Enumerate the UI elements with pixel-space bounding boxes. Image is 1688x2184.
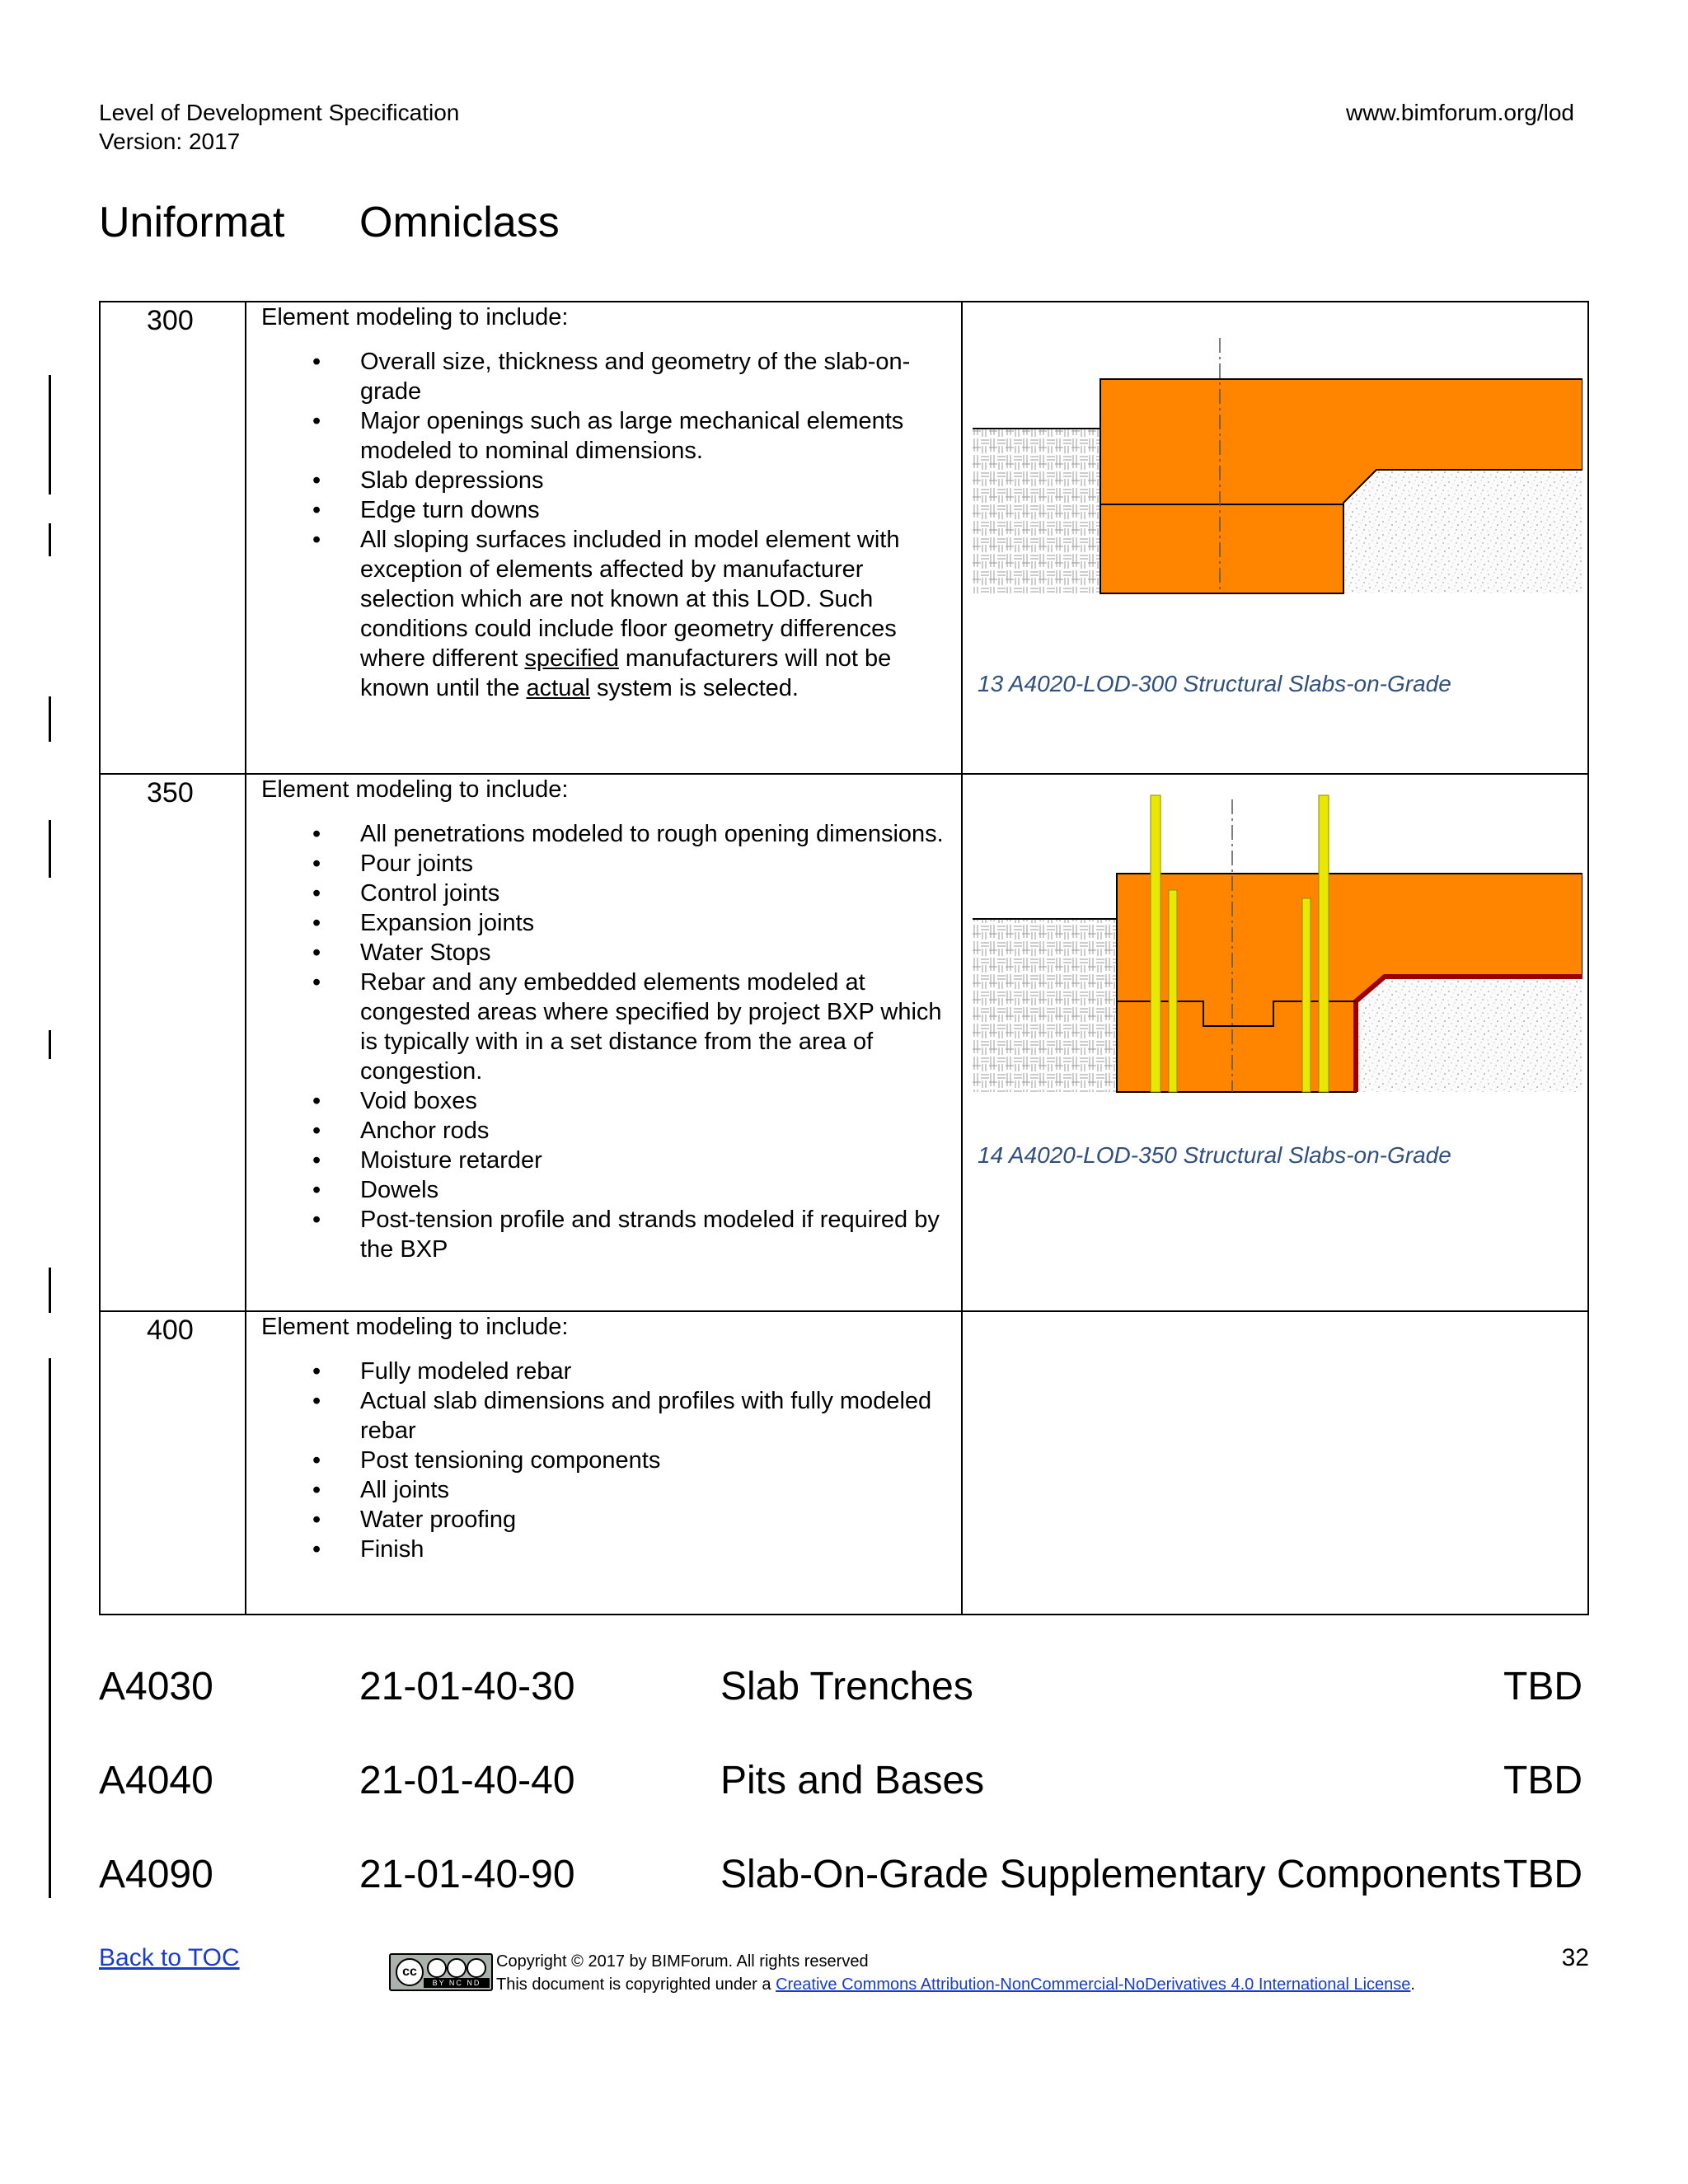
figure-caption: 14 A4020-LOD-350 Structural Slabs-on-Grade [978, 1142, 1451, 1168]
list-item [261, 525, 945, 703]
license-notice [496, 1973, 1415, 1996]
requirements-list [261, 347, 945, 703]
lod-number: 400 [147, 1315, 194, 1346]
description-intro: Element modeling to include: [261, 304, 569, 330]
license-suffix: . [1410, 1975, 1415, 1994]
lod-table [99, 301, 1589, 1615]
omniclass-code: 21-01-40-30 [359, 1665, 575, 1708]
change-bar [49, 1030, 51, 1059]
element-name: Slab-On-Grade Supplementary Components [720, 1853, 1502, 1896]
uniformat-row [99, 1755, 1582, 1807]
table-col-divider [245, 301, 246, 1615]
text-segment: system is selected. [589, 675, 799, 701]
list-item: • Void boxes [261, 1086, 945, 1116]
lod-300-section-figure [973, 321, 1582, 651]
rebar [1319, 795, 1329, 1092]
lod-number: 300 [147, 305, 194, 336]
text-segment: manufacturers will not be known until the [360, 645, 892, 701]
cc-badge-labels: BY NC ND [424, 1978, 490, 1988]
underlined-term: actual [526, 675, 590, 701]
list-item: • Actual slab dimensions and profiles with fully modeled rebar [261, 1386, 945, 1446]
change-bar [49, 696, 51, 742]
list-item: • Finish [261, 1535, 945, 1564]
table-border [99, 1614, 1589, 1615]
requirements-list [261, 1357, 945, 1564]
table-col-divider [961, 301, 963, 1615]
soil-hatch [973, 919, 1117, 1092]
change-bar [49, 375, 51, 494]
doc-version: Version: 2017 [99, 129, 241, 154]
element-name: Slab Trenches [720, 1665, 973, 1708]
omniclass-code: 21-01-40-90 [359, 1853, 575, 1896]
list-item: • Control joints [261, 879, 945, 908]
copyright-notice: Copyright © 2017 by BIMForum. All rights reserved [496, 1952, 869, 1971]
element-name: Pits and Bases [720, 1759, 985, 1802]
heading-uniformat: Uniformat [99, 199, 285, 246]
list-item: • All joints [261, 1475, 945, 1505]
list-item: • Fully modeled rebar [261, 1357, 945, 1386]
list-item: • Expansion joints [261, 908, 945, 938]
list-item: • Dowels [261, 1175, 945, 1205]
lod-number: 350 [147, 777, 194, 808]
list-item: • Post tensioning components [261, 1446, 945, 1475]
list-item: • Overall size, thickness and geometry of the slab-on-grade [261, 347, 945, 406]
list-item: • Rebar and any embedded elements modeled at congested areas where specified by project BXP which is typically with in a set distance from the area of congestion. [261, 968, 945, 1086]
uniformat-code: A4040 [99, 1759, 213, 1802]
omniclass-code: 21-01-40-40 [359, 1759, 575, 1802]
gravel-base [1356, 977, 1582, 1092]
back-to-toc-link[interactable]: Back to TOC [99, 1944, 240, 1971]
heading-omniclass: Omniclass [359, 199, 560, 246]
uniformat-code: A4090 [99, 1853, 213, 1896]
lod-300-description [261, 302, 945, 703]
list-item: • Major openings such as large mechanical elements modeled to nominal dimensions. [261, 406, 945, 466]
soil-hatch [973, 429, 1100, 593]
list-item: • Edge turn downs [261, 495, 945, 525]
list-item: • Anchor rods [261, 1116, 945, 1146]
license-prefix: This document is copyrighted under a [496, 1975, 776, 1994]
uniformat-row [99, 1849, 1582, 1900]
element-status: TBD [1503, 1665, 1582, 1708]
rebar [1151, 795, 1160, 1092]
list-item: • Pour joints [261, 849, 945, 879]
lod-400-description [261, 1312, 945, 1564]
gravel-base [1343, 470, 1582, 593]
lod-350-description [261, 775, 945, 1264]
uniformat-code: A4030 [99, 1665, 213, 1708]
underlined-term: specified [524, 645, 619, 672]
change-bar [49, 820, 51, 878]
lod-350-section-figure [973, 791, 1582, 1121]
header-url: www.bimforum.org/lod [1346, 100, 1574, 125]
text-segment: All sloping surfaces included in model element with exception of elements affected by manufacturer selection which are not known at this LOD. Such conditions could include floor geometry differences where different [360, 527, 900, 672]
description-intro: Element modeling to include: [261, 1314, 569, 1340]
list-item: • Moisture retarder [261, 1146, 945, 1175]
table-border [99, 301, 101, 1615]
license-link[interactable]: Creative Commons Attribution-NonCommercial-NoDerivatives 4.0 International License [776, 1975, 1411, 1994]
change-bar [49, 523, 51, 556]
description-intro: Element modeling to include: [261, 776, 569, 803]
rebar [1169, 890, 1177, 1092]
change-bar [49, 1358, 51, 1898]
nc-icon [447, 1958, 467, 1978]
cc-logo-icon: cc [396, 1958, 424, 1986]
element-status: TBD [1503, 1853, 1582, 1896]
cc-license-badge[interactable] [389, 1953, 493, 1991]
list-item: • Water Stops [261, 938, 945, 968]
page-number: 32 [1561, 1944, 1589, 1971]
table-border [1587, 301, 1589, 1615]
doc-title: Level of Development Specification [99, 100, 460, 125]
by-icon [427, 1958, 447, 1978]
requirements-list [261, 819, 945, 1264]
figure-caption: 13 A4020-LOD-300 Structural Slabs-on-Grade [978, 671, 1451, 696]
change-bar [49, 1268, 51, 1313]
nd-icon [467, 1958, 486, 1978]
list-item: • Slab depressions [261, 466, 945, 495]
rebar [1302, 898, 1311, 1092]
list-item: • Post-tension profile and strands modeled if required by the BXP [261, 1205, 945, 1264]
element-status: TBD [1503, 1759, 1582, 1802]
list-item: • Water proofing [261, 1505, 945, 1535]
uniformat-row [99, 1661, 1582, 1713]
list-item: • All penetrations modeled to rough opening dimensions. [261, 819, 945, 849]
